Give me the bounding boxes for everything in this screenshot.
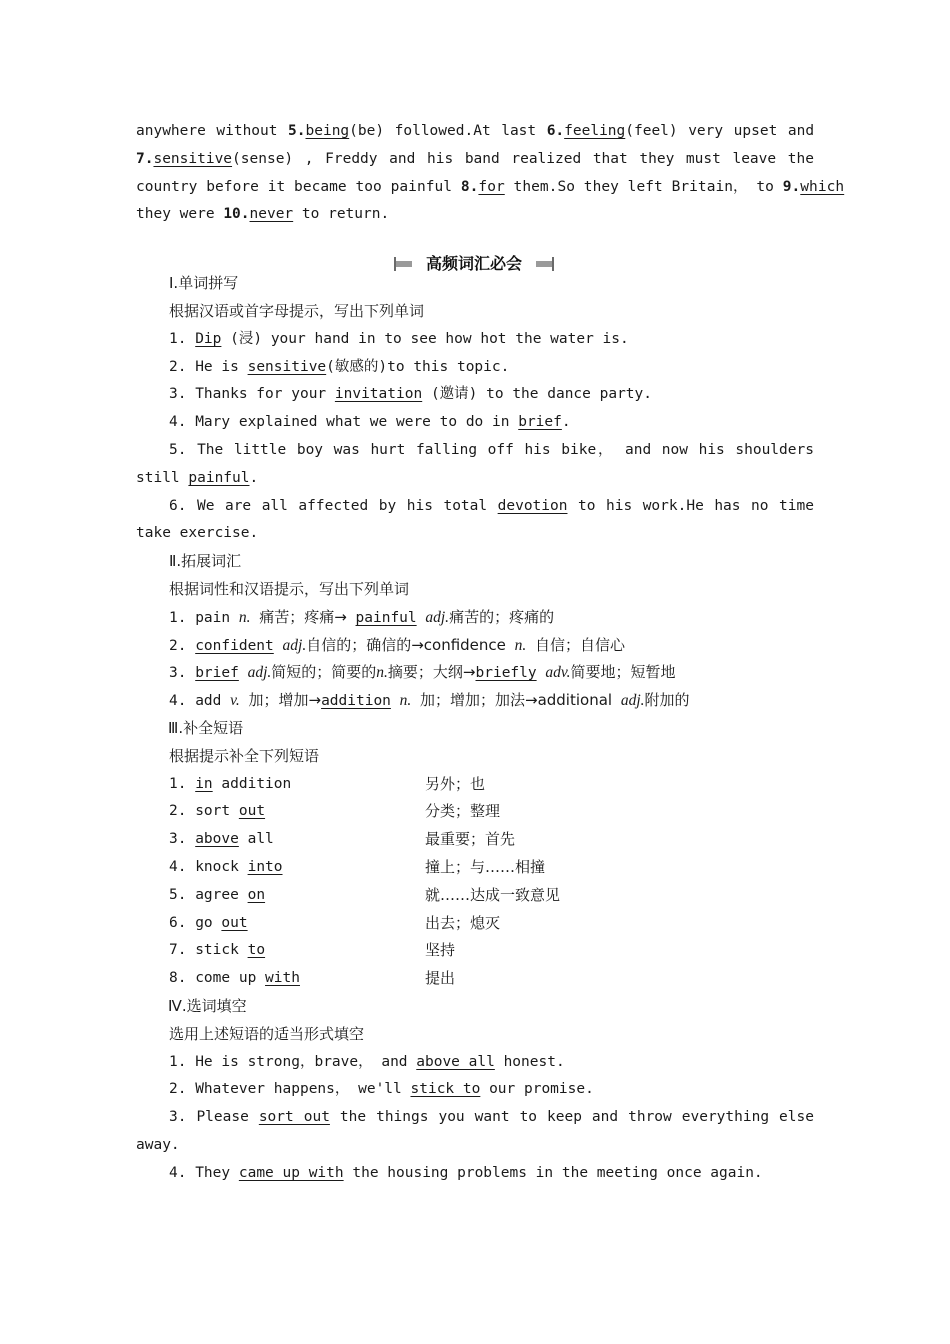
phrase-meaning: 提出 <box>425 969 456 988</box>
question-text: still <box>136 469 180 486</box>
word: work.He <box>642 497 704 514</box>
word: you <box>438 1109 465 1126</box>
gloss: 自信的；确信的→confidence <box>306 635 506 654</box>
gloss: 简要地；短暂地 <box>570 663 676 682</box>
answer-blank: out <box>221 914 248 931</box>
answer-blank: for <box>478 178 505 195</box>
gloss: 摘要；大纲→ <box>387 663 476 682</box>
gloss: 附加的 <box>644 691 690 710</box>
part-of-speech: n. <box>238 608 251 626</box>
word: time <box>779 497 814 514</box>
question-number: 1. <box>169 1053 187 1070</box>
word: they <box>639 150 675 167</box>
word: and <box>625 441 652 458</box>
question-number: 2. <box>169 1081 187 1098</box>
answer-blank: to <box>247 942 266 959</box>
word: shoulders <box>735 441 814 458</box>
part1-question-6 <box>136 493 814 521</box>
phrase-suffix: addition <box>212 775 292 792</box>
answer-blank: addition <box>321 693 391 710</box>
word: off <box>487 441 514 458</box>
word: boy <box>296 441 324 458</box>
word: falling <box>415 441 478 458</box>
question-text: honest. <box>503 1053 565 1070</box>
question-number: 3. <box>169 831 187 848</box>
part2-question-1 <box>136 604 814 632</box>
question-text: (浸) your hand in to see how hot the water is. <box>230 330 629 347</box>
part-of-speech: n. <box>514 636 527 654</box>
answer-blank: which <box>800 178 845 195</box>
part2-question-4 <box>136 687 814 715</box>
answer-blank: sensitive <box>247 358 327 375</box>
phrase-prefix: sort <box>195 803 239 820</box>
question-number: 6. <box>169 914 187 931</box>
answer-blank: on <box>247 886 266 903</box>
word: add <box>195 693 222 710</box>
word: keep <box>547 1109 582 1126</box>
part1-question-5-cont <box>136 465 814 493</box>
word: and <box>389 150 416 167</box>
word: band <box>464 150 500 167</box>
gloss: 加；增加→ <box>248 691 322 710</box>
phrase-row <box>136 854 814 882</box>
part4-question-2 <box>136 1076 814 1104</box>
word: his <box>524 441 551 458</box>
word: his <box>406 497 433 514</box>
gloss: 痛苦；疼痛→ <box>259 607 347 626</box>
word: hurt <box>370 441 406 458</box>
part1-question-1 <box>136 326 814 354</box>
passage-line-3 <box>136 174 845 202</box>
phrase-row <box>136 798 814 826</box>
question-number: 1. <box>169 330 187 347</box>
part-of-speech: n. <box>399 692 412 710</box>
word: without <box>216 123 278 139</box>
question-text: Thanks for your <box>195 386 327 403</box>
question-number: 4. <box>169 1164 187 1181</box>
word: must <box>685 150 721 167</box>
phrase-prefix: come up <box>195 970 266 987</box>
passage-line-1 <box>136 118 814 146</box>
word: else <box>779 1109 814 1126</box>
part4-question-4 <box>136 1160 814 1188</box>
phrase-row <box>136 937 814 965</box>
text: country before it became too painful <box>136 178 453 195</box>
passage-line-4 <box>136 201 814 229</box>
question-text: . <box>249 469 259 486</box>
blank-number: 9. <box>782 178 801 195</box>
phrase-row <box>136 965 814 993</box>
phrase-prefix: stick <box>195 942 248 959</box>
part1-question-4 <box>136 409 814 437</box>
word: his <box>698 441 725 458</box>
word: that <box>592 150 628 167</box>
phrase-prefix: agree <box>195 886 248 903</box>
gloss: 自信；自信心 <box>534 635 625 654</box>
part4-heading: Ⅳ.选词填空 <box>168 996 247 1015</box>
phrase-suffix: all <box>238 831 274 848</box>
question-text: (敏感的)to this topic. <box>326 358 510 375</box>
part-of-speech: adj. <box>282 636 307 654</box>
phrase-row <box>136 826 814 854</box>
part4-instruction: 选用上述短语的适当形式填空 <box>169 1024 365 1043</box>
gloss: 简短的；简要的 <box>271 663 377 682</box>
answer-blank: painful <box>355 609 417 626</box>
question-number: 5. <box>169 886 187 903</box>
hint: (feel) <box>625 123 678 139</box>
phrase-meaning: 出去；熄灭 <box>425 913 501 932</box>
word: leave <box>732 150 777 167</box>
word: , <box>304 150 314 167</box>
banner-edge <box>394 257 396 271</box>
part2-instruction: 根据词性和汉语提示，写出下列单词 <box>169 579 410 598</box>
part-of-speech: adj. <box>247 664 272 682</box>
part-of-speech: v. <box>230 692 240 710</box>
phrase-meaning: 最重要；首先 <box>425 830 516 849</box>
phrase-meaning: 另外；也 <box>425 774 486 793</box>
word: has <box>714 497 741 514</box>
question-number: 4. <box>169 693 187 710</box>
question-text: . <box>561 414 571 431</box>
word: now <box>661 441 688 458</box>
phrase-list <box>136 771 814 993</box>
question-number: 1. <box>169 609 187 626</box>
part1-question-5 <box>136 437 814 465</box>
word: total <box>443 497 488 514</box>
part1-instruction: 根据汉语或首字母提示，写出下列单词 <box>169 301 425 320</box>
part3-heading: Ⅲ.补全短语 <box>168 718 244 737</box>
question-number: 2. <box>169 803 187 820</box>
word: things <box>376 1109 429 1126</box>
hint: (be) <box>349 123 385 139</box>
word: all <box>261 497 288 514</box>
blank-number: 5. <box>288 123 306 139</box>
part2-question-3 <box>136 659 814 687</box>
section-title: 高频词汇必会 <box>412 253 536 275</box>
question-number: 4. <box>169 858 187 875</box>
answer-blank: being <box>305 123 350 139</box>
word: to <box>519 1109 538 1126</box>
phrase-row <box>136 910 814 938</box>
answer-blank: sort out <box>258 1109 330 1126</box>
answer-blank: briefly <box>475 665 537 682</box>
question-number: 3. <box>169 1109 187 1126</box>
question-number: 5. <box>169 441 187 458</box>
passage-line-2 <box>136 146 814 174</box>
question-text: Mary explained what we were to do in <box>195 414 510 431</box>
phrase-meaning: 坚持 <box>425 941 456 960</box>
part-of-speech: n. <box>376 664 388 682</box>
word: anywhere <box>136 123 206 139</box>
answer-blank: above all <box>416 1053 495 1070</box>
word: little <box>233 441 287 458</box>
document-page <box>136 118 845 1187</box>
word: are <box>224 497 252 514</box>
word: no <box>751 497 769 514</box>
word: bike， <box>561 441 615 458</box>
answer-blank: painful <box>188 469 250 486</box>
word: The <box>197 441 224 458</box>
part-of-speech: adv. <box>545 664 571 682</box>
question-text: the housing problems in the meeting once again. <box>352 1164 763 1181</box>
phrase-meaning: 就……达成一致意见 <box>425 885 561 904</box>
word: We <box>196 497 215 514</box>
blank-number: 6. <box>546 123 565 139</box>
phrase-row <box>136 882 814 910</box>
question-text: (邀请) to the dance party. <box>430 386 652 403</box>
word: Freddy <box>325 150 378 167</box>
text: to return. <box>301 206 390 223</box>
word: his <box>426 150 454 167</box>
answer-blank: with <box>265 970 300 987</box>
part3-instruction: 根据提示补全下列短语 <box>169 746 320 765</box>
word: pain <box>195 609 231 626</box>
answer-blank: above <box>195 831 239 848</box>
answer-blank: brief <box>518 414 562 431</box>
word: throw <box>628 1109 672 1126</box>
answer-blank: brief <box>195 665 239 682</box>
phrase-meaning: 分类；整理 <box>425 802 501 821</box>
word: by <box>378 497 397 514</box>
word: affected <box>298 497 369 514</box>
answer-blank: confident <box>195 637 274 654</box>
question-text: Whatever happens， we'll <box>195 1081 402 1098</box>
part1-question-2 <box>136 354 814 382</box>
question-number: 8. <box>169 970 187 987</box>
word: upset <box>733 123 778 139</box>
gloss: 痛苦的；疼痛的 <box>449 607 555 626</box>
word: and <box>787 123 814 139</box>
part1-question-6-cont: take exercise. <box>136 525 259 542</box>
question-number: 4. <box>169 414 187 431</box>
answer-blank: sensitive <box>153 150 233 167</box>
word: to <box>578 497 596 514</box>
part2-heading: Ⅱ.拓展词汇 <box>169 552 242 571</box>
question-number: 2. <box>169 358 187 375</box>
part4-question-1 <box>136 1049 814 1077</box>
part-of-speech: adj. <box>425 608 450 626</box>
answer-blank: Dip <box>195 330 222 347</box>
phrase-prefix: go <box>195 914 222 931</box>
word: the <box>787 150 814 167</box>
word: his <box>605 497 633 514</box>
word: Please <box>196 1109 249 1126</box>
answer-blank: out <box>238 803 266 820</box>
gloss: 加；增加；加法→additional <box>420 691 613 710</box>
phrase-prefix: knock <box>195 858 248 875</box>
part1-question-3 <box>136 381 814 409</box>
word: realized <box>511 150 582 167</box>
word: everything <box>681 1109 770 1126</box>
word: and <box>591 1109 619 1126</box>
phrase-row <box>136 771 814 799</box>
question-number: 1. <box>169 775 187 792</box>
text: them.So they left Britain， to <box>513 178 774 195</box>
blank-number: 10. <box>223 206 250 223</box>
word: very <box>688 123 724 139</box>
word: want <box>474 1109 510 1126</box>
answer-blank: invitation <box>334 386 423 403</box>
question-text: He is strong，brave， and <box>195 1053 408 1070</box>
hint: (sense) <box>232 150 294 167</box>
answer-blank: into <box>247 858 283 875</box>
answer-blank: came up with <box>238 1164 344 1181</box>
word: followed.At <box>394 123 491 139</box>
section-title-frame <box>394 253 554 275</box>
answer-blank: in <box>195 775 213 792</box>
part4-question-3 <box>136 1104 814 1132</box>
question-text: our promise. <box>489 1081 594 1098</box>
part-of-speech: adj. <box>620 692 645 710</box>
blank-number: 8. <box>460 178 479 195</box>
question-text: They <box>195 1164 231 1181</box>
phrase-meaning: 撞上；与……相撞 <box>425 857 546 876</box>
question-number: 3. <box>169 665 187 682</box>
part1-heading: Ⅰ.单词拼写 <box>169 274 239 293</box>
answer-blank: stick to <box>410 1081 481 1098</box>
part4-question-3-cont: away. <box>136 1136 180 1153</box>
section-banner <box>136 243 814 284</box>
blank-number: 7. <box>136 150 154 167</box>
answer-blank: never <box>249 206 294 223</box>
part2-question-2 <box>136 632 814 660</box>
word: last <box>501 123 537 139</box>
question-number: 7. <box>169 942 187 959</box>
answer-blank: feeling <box>564 123 626 139</box>
answer-blank: devotion <box>497 497 568 514</box>
question-text: He is <box>195 358 239 375</box>
text: they were <box>136 206 215 223</box>
question-number: 3. <box>169 386 187 403</box>
word: was <box>333 441 360 458</box>
banner-edge <box>552 257 554 271</box>
question-number: 2. <box>169 637 187 654</box>
question-number: 6. <box>169 497 187 514</box>
word: the <box>339 1109 367 1126</box>
